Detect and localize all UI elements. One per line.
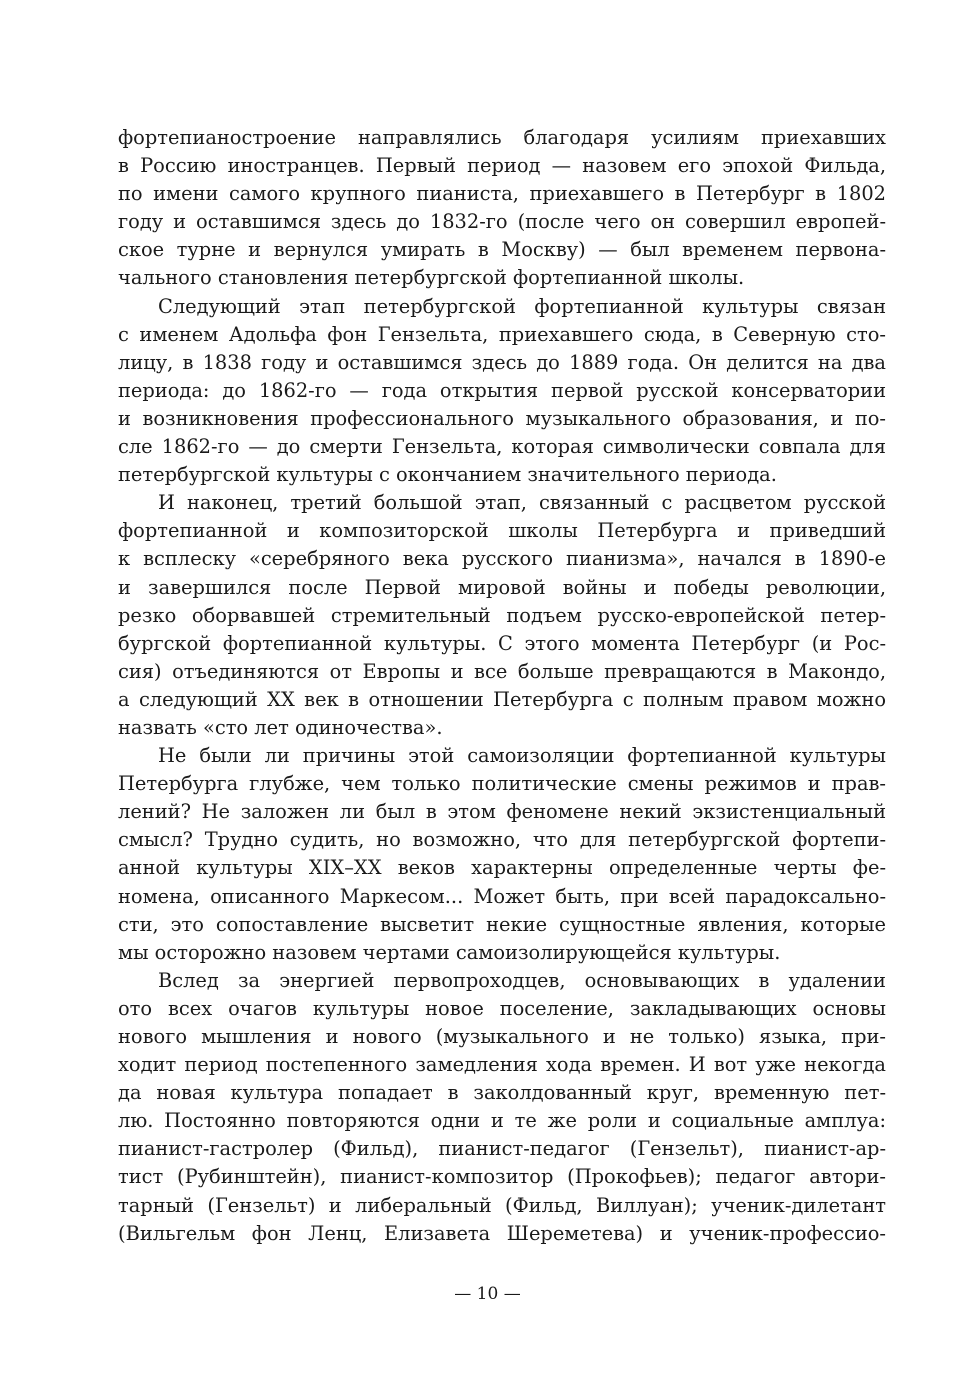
text-line: сия) отъединяются от Европы и все больше превращаются в Макондо,: [118, 659, 886, 683]
text-line: а следующий XX век в отношении Петербурга с полным правом можно: [118, 687, 886, 711]
text-line: в Россию иностранцев. Первый период — назовем его эпохой Фильда,: [118, 154, 886, 178]
paragraph-1: [118, 124, 886, 293]
text-line: тист (Рубинштейн), пианист-композитор (Прокофьев); педагог автори-: [118, 1165, 886, 1189]
text-line: сти, это сопоставление высветит некие сущностные явления, которые: [118, 912, 886, 936]
text-line: Не были ли причины этой самоизоляции фортепианной культуры: [158, 744, 886, 768]
text-line: фортепианной и композиторской школы Петербурга и приведший: [118, 519, 886, 543]
text-line: к всплеску «серебряного века русского пианизма», начался в 1890-е: [118, 547, 886, 571]
text-line: И наконец, третий большой этап, связанный с расцветом русской: [158, 491, 886, 515]
text-line: фортепианостроение направлялись благодаря усилиям приехавших: [118, 126, 886, 149]
text-line: петербургской культуры с окончанием значительного периода.: [118, 463, 777, 487]
text-line: нового мышления и нового (музыкального и не только) языка, при-: [118, 1025, 886, 1048]
text-line: смысл? Трудно судить, но возможно, что для петербургской фортепи-: [118, 828, 886, 852]
text-line: с именем Адольфа фон Гензельта, приехавшего сюда, в Северную сто-: [118, 322, 886, 346]
paragraph-5: [118, 967, 886, 1248]
text-line: (Вильгельм фон Ленц, Елизавета Шереметева) и ученик-профессио-: [118, 1221, 886, 1245]
text-line: Вслед за энергией первопроходцев, основывающих в удалении: [158, 968, 886, 992]
text-line: да новая культура попадает в заколдованный круг, временную пет-: [118, 1081, 886, 1105]
text-line: номена, описанного Маркесом... Может быть, при всей парадоксально-: [118, 884, 886, 908]
text-line: тарный (Гензельт) и либеральный (Фильд, Виллуан); ученик-дилетант: [118, 1193, 886, 1217]
text-line: и возникновения профессионального музыкального образования, и по-: [118, 406, 886, 430]
text-line: и завершился после Первой мировой войны и победы революции,: [118, 575, 886, 599]
text-line: периода: до 1862-го — года открытия первой русской консерватории: [118, 378, 886, 402]
paragraph-3: [118, 489, 886, 742]
text-line: лицу, в 1838 году и оставшимся здесь до 1889 года. Он делится на два: [118, 350, 886, 374]
page-number: — 10 —: [454, 1284, 521, 1304]
text-line: пианист-гастролер (Фильд), пианист-педагог (Гензельт), пианист-ар-: [118, 1137, 886, 1161]
text-line: чального становления петербургской фортепианной школы.: [118, 266, 745, 290]
text-line: анной культуры XIX–XX веков характерны определенные черты фе-: [118, 856, 886, 880]
text-line: Петербурга глубже, чем только политические смены режимов и прав-: [118, 772, 886, 796]
text-line: ото всех очагов культуры новое поселение, закладывающих основы: [118, 996, 886, 1020]
text-line: ское турне и вернулся умирать в Москву) — был временем первона-: [118, 238, 886, 262]
body-text: [118, 124, 886, 1248]
text-line: лений? Не заложен ли был в этом феномене некий экзистенциальный: [118, 800, 886, 824]
text-line: по имени самого крупного пианиста, приехавшего в Петербург в 1802: [118, 182, 886, 206]
text-line: ходит период постепенного замедления хода времен. И вот уже некогда: [118, 1053, 886, 1077]
paragraph-4: [118, 742, 886, 967]
text-line: бургской фортепианной культуры. С этого момента Петербург (и Рос-: [118, 631, 886, 655]
text-line: резко оборвавшей стремительный подъем русско-европейской петер-: [118, 603, 886, 627]
text-line: мы осторожно назовем чертами самоизолирующейся культуры.: [118, 940, 781, 964]
text-line: назвать «сто лет одиночества».: [118, 715, 443, 739]
text-line: Следующий этап петербургской фортепианной культуры связан: [158, 294, 886, 318]
text-line: году и оставшимся здесь до 1832-го (после чего он совершил европей-: [118, 210, 886, 234]
paragraph-2: [118, 293, 886, 490]
text-line: лю. Постоянно повторяются одни и те же роли и социальные амплуа:: [118, 1109, 886, 1133]
text-line: сле 1862-го — до смерти Гензельта, которая символически совпала для: [118, 435, 886, 459]
